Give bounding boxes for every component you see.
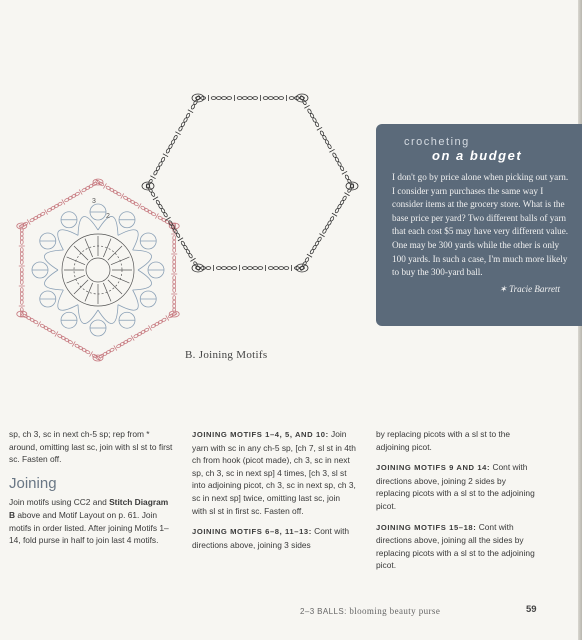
stitch-diagram-ref: Stitch Diagram B xyxy=(9,497,169,520)
picot-label-3: 3 xyxy=(92,198,96,205)
motif-chain-loops xyxy=(32,204,164,336)
col1-text-a: Join motifs using CC2 and xyxy=(9,497,110,508)
sidebar-box xyxy=(376,124,582,326)
col1-paragraph-2 xyxy=(9,496,174,546)
col3-paragraph-1 xyxy=(376,461,541,512)
column-3 xyxy=(376,428,541,580)
col2-paragraph-2 xyxy=(192,525,357,551)
sidebar-author: ✶ Tracie Barrett xyxy=(499,283,560,294)
col2-label-2: JOINING MOTIFS 6–8, 11–13: xyxy=(192,527,312,537)
joining-heading: Joining xyxy=(9,474,57,492)
col3-label-1: JOINING MOTIFS 9 AND 14: xyxy=(376,463,491,473)
col3-text-1: Cont with directions above, joining 2 sides by replacing picots with a sl st to the adjoining picot. xyxy=(376,462,535,511)
col2-text-2: Cont with directions above, joining 3 sides xyxy=(192,526,350,550)
footer-book-title: blooming beauty purse xyxy=(349,606,441,616)
page-number: 59 xyxy=(526,604,537,615)
col3-text-2: Cont with directions above, joining all the sides by replacing picots with a sl st to the adjoining picot. xyxy=(376,521,535,571)
picot-label-2: 2 xyxy=(106,213,110,220)
col1-paragraph-1: sp, ch 3, sc in next ch-5 sp; rep from * around, omitting last sc, join with sl st to first sc. Fasten off. xyxy=(9,429,173,465)
joining-hexagon-outline xyxy=(142,94,358,272)
column-1 xyxy=(9,428,174,555)
col2-text-1: Join yarn with sc in any ch-5 sp, [ch 7, sl st in 4th ch from hook (picot made), ch 3, sc in next sp, ch 3, sc in next sp] 4 times, [ch 3, sl st into adjoining picot, ch 3, sc in next sp, ch 3, sc in next sp] twice, omitting last sc, join with sl st in first sc. Fasten off. xyxy=(192,429,356,516)
sidebar-title: on a budget xyxy=(432,148,523,163)
motif-flower-center xyxy=(62,234,134,306)
col2-label-1: JOINING MOTIFS 1–4, 5, AND 10: xyxy=(192,430,329,439)
col3-paragraph-0: by replacing picots with a sl st to the adjoining picot. xyxy=(376,429,511,452)
col3-paragraph-2 xyxy=(376,521,541,572)
sidebar-kicker: crocheting xyxy=(404,136,470,148)
joining-motifs-diagram xyxy=(0,80,370,380)
sidebar-body: I don't go by price alone when picking out yarn. I consider yarn purchases the same way I consider items at the grocery store. What is the base price per yard? Two different balls of yarn that each cost $5 may have very different value. One may be 300 yards while the other is only 100 yards. In such a case, I'm much more likely to buy the 300-yard ball. xyxy=(392,172,569,278)
page-footer xyxy=(300,606,440,616)
col1-text-c: above and Motif Layout on p. 61. Join motifs in order listed. After joining Motifs 1–14, fold purse in half to join last 4 motifs. xyxy=(9,509,169,546)
col3-label-2: JOINING MOTIFS 15–18: xyxy=(376,522,477,532)
diagram-caption: B. Joining Motifs xyxy=(185,349,268,361)
footer-balls: 2–3 BALLS: xyxy=(300,607,347,616)
col2-paragraph-1 xyxy=(192,428,357,517)
column-2 xyxy=(192,428,357,559)
